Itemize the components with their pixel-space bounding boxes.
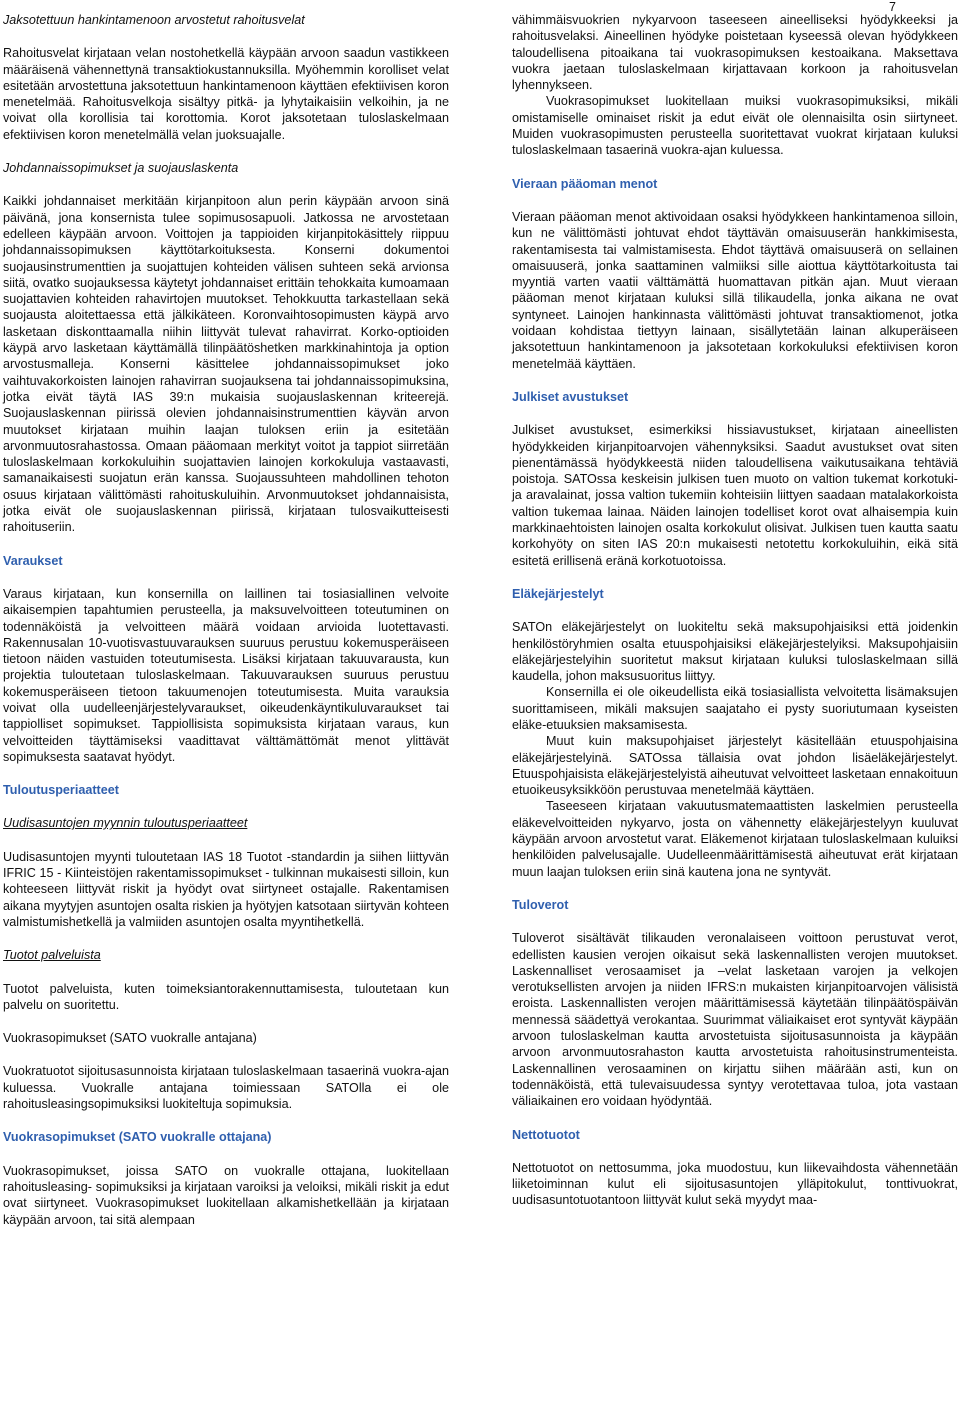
section-heading: Vuokrasopimukset (SATO vuokralle ottajana) <box>3 1130 272 1145</box>
paragraph: Konsernilla ei ole oikeudellista eikä tosiasiallista velvoitetta lisämaksujen suorittamiseen, mikäli maksujen saajataho ei pysty suoriutumaan kyseisten eläke-etuuksien maksamisesta. <box>512 685 958 732</box>
paragraph: Nettotuotot on nettosumma, joka muodostuu, kun liikevaihdosta vähennetään liiketoiminnan kulut eli sijoitusasuntojen ylläpitokulut, tonttivuokrat, uudisasuntotuotantoon liittyvät kulut sekä myydyt maa- <box>512 1160 958 1208</box>
paragraph: Varaus kirjataan, kun konsernilla on laillinen tai tosiasiallinen velvoite aikaisempien tapahtumien perusteella, ja maksuvelvoitteen toteutuminen on todennäköistä ja velvoitteen määrä voidaan arvioida luotettavasti. Rakennusalan 10-vuotisvastuuvarauksen suuruus perustuu kokemusperäiseen tietoon näiden vastuiden toteutumisesta. Lisäksi kirjataan takuuvarausta, kun projektia tuloutetaan tuloslaskelmaan. Takuuvarauksen suuruus perustuu kokemusperäiseen tietoon takuumenojen toteutumisesta. Muita varauksia voivat olla uudelleenjärjestelyvaraukset, oikeudenkäyntikuluvaraukset tai tappiolliset sopimukset. Tappiollisista sopimuksista kirjataan varaus, kun velvoitteiden täyttämiseksi vaadittavat välttämättömät menot ylittävät sopimuksesta saatavat hyödyt. <box>3 586 449 764</box>
subsection-heading: Uudisasuntojen myynnin tuloutusperiaatteet <box>3 816 248 831</box>
paragraph: Tuotot palveluista, kuten toimeksiantorakennuttamisesta, tuloutetaan kun palvelu on suoritettu. <box>3 981 449 1012</box>
paragraph: Rahoitusvelat kirjataan velan nostohetkellä käypään arvoon saadun vastikkeen määräisenä vähennettynä transaktiokustannuksilla. Myöhemmin korolliset velat esitetään arvostettuna jaksotettuun hankintamenoon käyttäen efektiivisen koron menetelmää. Rahoitusvelkoja sisältyy pitkä- ja lyhytaikaisiin velkoihin, ja ne voivat olla korollisia tai korottomia. Korot jaksotetaan tuloslaskelmaan efektiivisen koron menetelmällä velan juoksuajalle. <box>3 46 449 142</box>
section-heading: Johdannaissopimukset ja suojauslaskenta <box>3 161 239 176</box>
section-heading: Tuloverot <box>512 897 569 912</box>
section-heading: Tuloutusperiaatteet <box>3 783 119 798</box>
section-heading: Nettotuotot <box>512 1127 580 1142</box>
paragraph: Kaikki johdannaiset merkitään kirjanpitoon alun perin käypään arvoon sinä päivänä, jona konsernista tulee sopimusosapuoli. Jatkossa ne arvostetaan edelleen käypään arvoon. Voittojen ja tappioiden kirjanpitokäsittely riippuu johdannaissopimuksen käyttötarkoituksesta. Konserni dokumentoi suojausinstrumenttien ja suojattujen kohteiden välisen suhteen sekä arvionsa siitä, ovatko suojauksessa käytetyt johdannaiset erittäin tehokkaita kumoamaan suojattavien kohteiden rahavirtojen muutokset. Tehokkuutta tarkastellaan sekä suojausta aloitettaessa että jälkikäteen. Koronvaihtosopimusten käypä arvo lasketaan diskonttaamalla niihin liittyvät tulevat rahavirrat. Korko-optioiden käypä arvo lasketaan käyttämällä tilinpäätöshetken markkinahintoja ja option arvostusmalleja. Konserni käsittelee johdannaissopimukset joko vaihtuvakorkoisten lainojen rahavirran suojauksena tai johdannaissopimuksina, jotka eivät täytä IAS 39:n mukaisia suojauslaskennan kriteerejä. Suojauslaskennan piirissä olevien johdannaisinstrumenttien käyvän arvon muutokset kirjataan muihin laajan tuloksen eriin ja esitetään arvonmuutosrahastossa. Omaan pääomaan merkityt voitot ja tappiot siirretään tuloslaskelmaan korkokuluihin suojattavien lainojen korkokuluja vastaavasti, samanaikaisesti suojatun erän kanssa. Suojaussuhteen mahdollinen tehoton osuus kirjataan välittömästi rahoituskuluihin. Arvonmuutokset johdannaisista, jotka eivät ole suojauslaskennan piirissä, kirjataan tulosvaikutteisesti rahoituseriin. <box>3 194 449 535</box>
paragraph: Vuokrasopimukset, joissa SATO on vuokralle ottajana, luokitellaan rahoitusleasing- sopimuksiksi ja kirjataan varoiksi ja veloiksi, mikäli riskit ja edut ovat siirtyneet. Vuokrasopimukset luokitellaan alkamishetkellään ja kirjataan käypään arvoon, tai sitä alempaan <box>3 1163 449 1227</box>
paragraph: Vieraan pääoman menot aktivoidaan osaksi hyödykkeen hankintamenoa silloin, kun ne välittömästi johtuvat ehdot täyttävän omaisuuserän hankkimisesta, rakentamisesta tai valmistamisesta. Ehdot täyttävä omaisuuserä on sellainen omaisuuserä, jonka saattaminen valmiiksi sille aiottua käyttötarkoitusta tai myyntiä varten vaatii välttämättä huomattavan pitkän ajan. Muut vieraan pääoman menot kirjataan kuluksi sillä tilikaudella, jonka aikana ne ovat syntyneet. Lainojen hankinnasta välittömästi johtuvat transaktiomenot, jotka voidaan kohdistaa tiettyyn lainaan, sisällytetään lainan alkuperäiseen jaksotettuun hankintamenoon ja jaksotetaan korkokuluksi efektiivisen koron menetelmää käyttäen. <box>512 209 958 371</box>
section-heading: Eläkejärjestelyt <box>512 586 604 601</box>
paragraph: Vuokratuotot sijoitusasunnoista kirjataan tuloslaskelmaan tasaerinä vuokra-ajan kuluessa. Vuokralle antajana toimiessaan SATOlla ei ole rahoitusleasingsopimuksiksi luokiteltuja sopimuksia. <box>3 1064 449 1112</box>
paragraph: Muut kuin maksupohjaiset järjestelyt käsitellään etuuspohjaisina eläkejärjestelyinä. SATOssa tällaisia ovat johdon lisäeläkejärjestelyt. Etuuspohjaisista eläkejärjestelyistä aiheutuvat velvoitteet lasketaan ennakoituun etuoikeusyksikköön perustuvaa menetelmää käyttäen. <box>512 734 958 798</box>
section-heading: Vieraan pääoman menot <box>512 176 658 191</box>
right-column <box>512 12 958 1209</box>
left-column <box>3 12 449 1228</box>
section-heading: Jaksotettuun hankintamenoon arvostetut rahoitusvelat <box>3 13 305 27</box>
paragraph: Vuokrasopimukset luokitellaan muiksi vuokrasopimuksiksi, mikäli omistamiselle ominaiset riskit ja edut eivät ole olennaisilta osin siirtyneet. Muiden vuokrasopimusten perusteella suoritettavat vuokrat kirjataan kuluksi tuloslaskelmaan tasaerinä vuokra-ajan kuluessa. <box>512 94 958 158</box>
page-number: 7 <box>889 0 896 14</box>
paragraph: vähimmäisvuokrien nykyarvoon taseeseen aineelliseksi hyödykkeeksi ja rahoitusvelaksi. Aineellinen hyödyke poistetaan kyseessä olevan hyödykkeen taloudellisena pitoaikana tai vuokrasopimuksen kestoaikana. Maksettava vuokra jaetaan tuloslaskelmaan kirjattavaan korkoon ja rahoitusvelan lyhennykseen. <box>512 13 958 93</box>
paragraph: Uudisasuntojen myynti tuloutetaan IAS 18 Tuotot -standardin ja siihen liittyvän IFRIC 15 - Kiinteistöjen rakentamissopimukset - tulkinnan mukaisesti silloin, kun kohteeseen liittyvät riskit ja hyödyt ovat siirtyneet ostajalle. Rakentamisen aikana myytyjen asuntojen osalta riskien ja hyötyjen katsotaan siirtyvän kohteen valmistumishetkellä ja valmiiden asuntojen osalta myyntihetkellä. <box>3 849 449 929</box>
section-heading: Varaukset <box>3 553 63 568</box>
paragraph: Tuloverot sisältävät tilikauden veronalaiseen voittoon perustuvat verot, edellisten kausien verojen oikaisut sekä laskennallisten verojen muutokset. Laskennalliset verosaamiset ja –velat lasketaan varojen ja velkojen verotuksellisten arvojen ja niiden IFRS:n mukaisten kirjanpitoarvojen välisistä eroista. Laskennallisten verojen määrittämisessä käytetään tilinpäätöspäivän mennessä säädettyä verokantaa. Suurimmat väliaikaiset erot syntyvät käypään arvoon tuloslaskelman kautta arvostetuista sijoitusasunnoista ja käypään arvoon arvonmuutosrahaston kautta arvostetuista rahoitusinstrumenteista. Laskennallinen verosaaminen on kirjattu siihen määrään asti, kun on todennäköistä, että tulevaisuudessa syntyy verotettavaa tuloa, jota vastaan väliaikainen ero voidaan hyödyntää. <box>512 931 958 1109</box>
paragraph: SATOn eläkejärjestelyt on luokiteltu sekä maksupohjaisiksi että joidenkin henkilöstöryhmien osalta etuuspohjaisiksi eläkejärjestelyiksi. Maksupohjaisiin eläkejärjestelyihin suoritetut maksut kirjataan kuluksi tuloslaskelmaan sillä kaudella, johon maksusuoritus liittyy. <box>512 620 958 684</box>
paragraph: Taseeseen kirjataan vakuutusmatemaattisten laskelmien perusteella eläkevelvoitteiden nykyarvo, josta on vähennetty eläkejärjestelyyn kuuluvat käypään arvoon arvostetut varat. Eläkemenot kirjataan tuloslaskelmaan kuluiksi henkilöiden palvelusajalle. Uudelleenmäärittämisestä aiheutuvat erät kirjataan muun laajan tuloksen eriin sinä kautena jona ne syntyvät. <box>512 799 958 879</box>
paragraph: Julkiset avustukset, esimerkiksi hissiavustukset, kirjataan aineellisten hyödykkeiden kirjanpitoarvojen vähennyksiksi. Saadut avustukset ovat siten pienentämässä hyödykkeestä niiden taloudellisena vaikutusaikana tehtäviä poistoja. SATOssa keskeisin julkisen tuen muoto on valtion tukemat korkotuki- ja aravalainat, jossa valtion tukemiin kohteisiin liittyen saadaan matalakorkoista valtion tukemaa lainaa. Näiden lainojen todelliset korot ovat alhaisempia kuin markkinaehtoisten lainojen osalta korkokulut olisivat. Julkisen tuen kautta saatu korkohyöty on siten IAS 20:n mukaisesti netotettu korkokuluihin, eikä sitä esitetä erillisenä eränä korkotuotoissa. <box>512 423 958 568</box>
section-heading: Julkiset avustukset <box>512 389 629 404</box>
subsection-heading: Vuokrasopimukset (SATO vuokralle antajana) <box>3 1031 257 1046</box>
subsection-heading: Tuotot palveluista <box>3 948 101 963</box>
